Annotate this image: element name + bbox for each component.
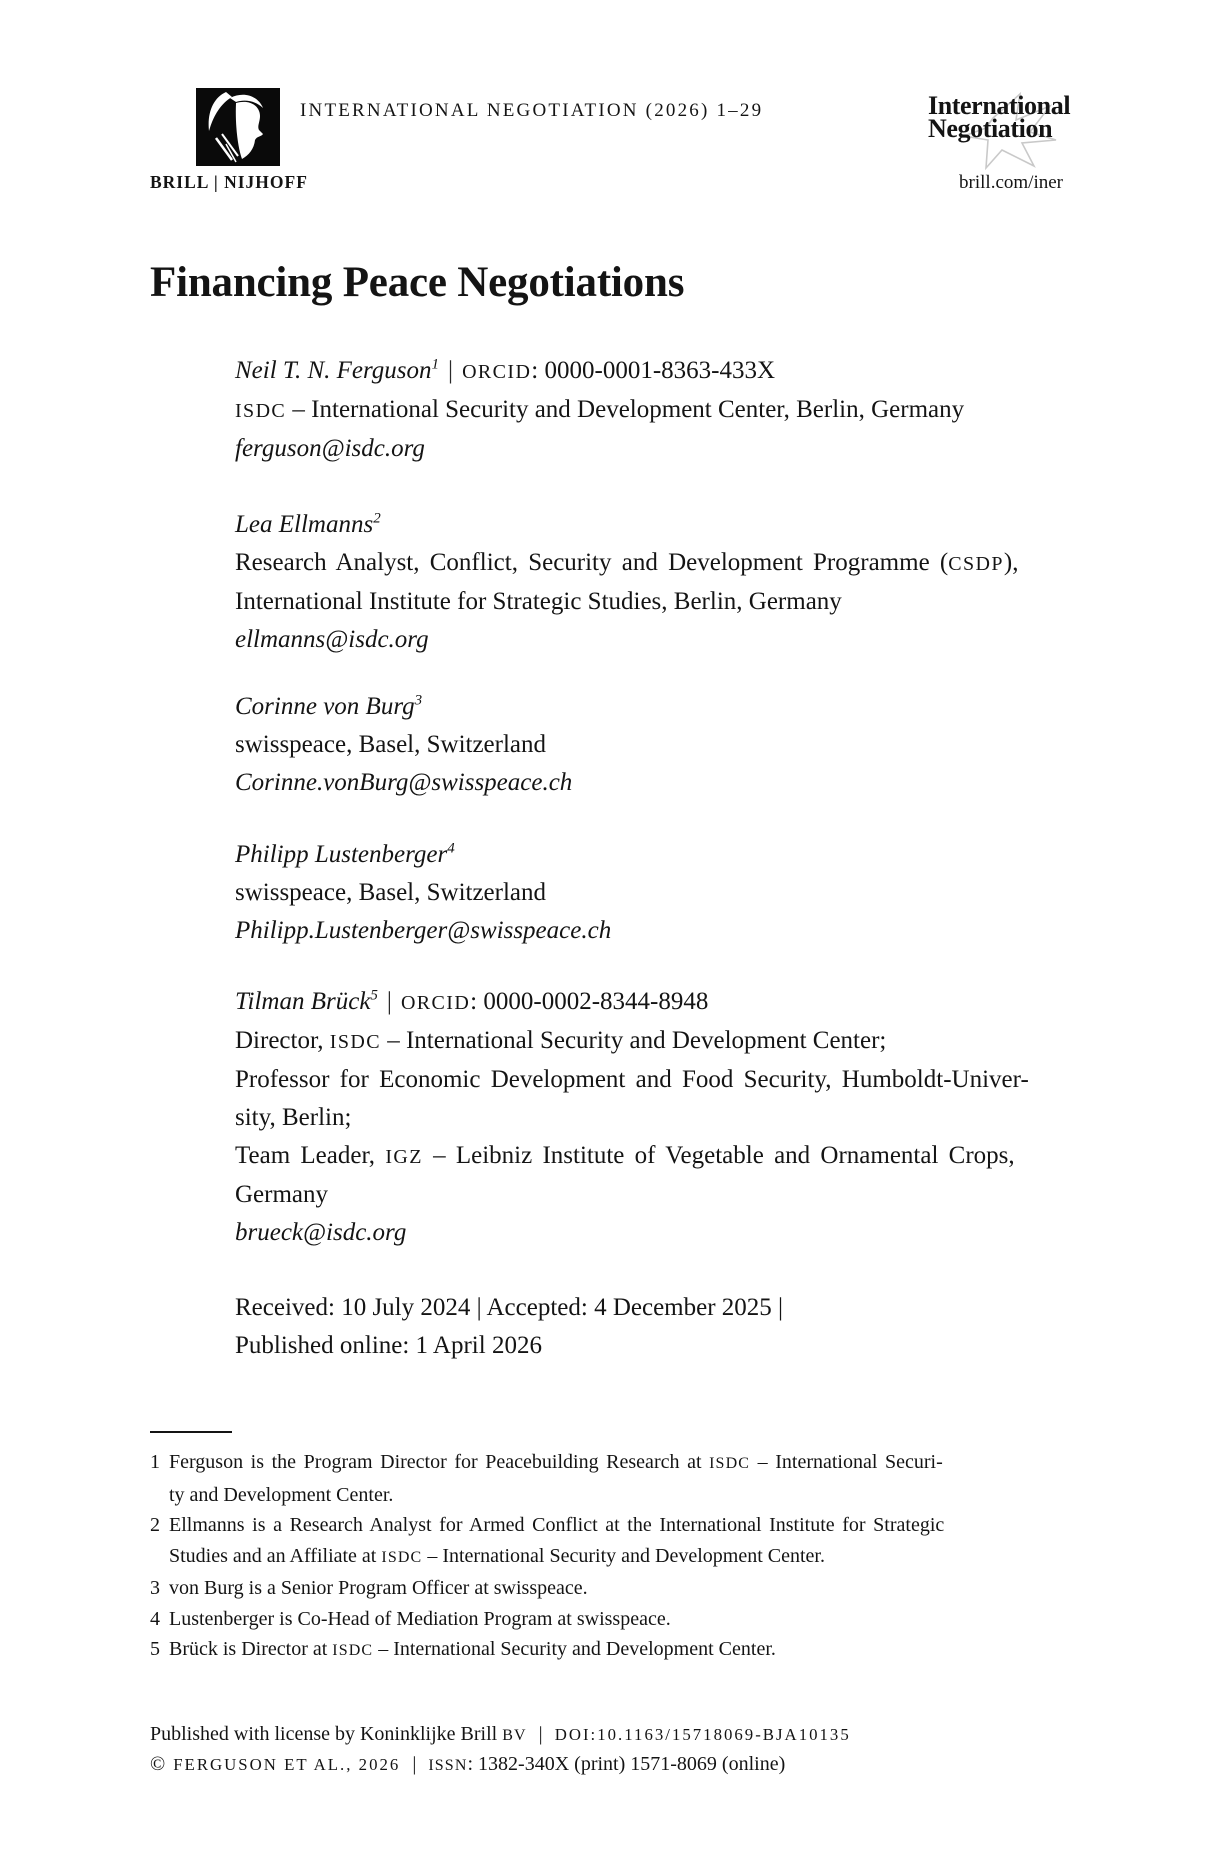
published-online-line: Published online: 1 April 2026 — [235, 1332, 542, 1359]
affiliation-line: International Institute for Strategic Studies, Berlin, Germany — [235, 588, 842, 615]
author-email-link[interactable]: brueck@isdc.org — [235, 1219, 407, 1246]
footnote — [150, 1573, 1068, 1604]
footnote — [150, 1510, 1068, 1573]
author-block — [235, 688, 1065, 802]
author-email-link[interactable]: Philipp.Lustenberger@swisspeace.ch — [235, 917, 612, 944]
journal-url-link[interactable]: brill.com/iner — [959, 172, 1063, 193]
author-name: Neil T. N. Ferguson — [235, 357, 432, 384]
imprint-section — [150, 1720, 851, 1780]
footnote — [150, 1604, 1068, 1635]
license-statement: Published with license by Koninklijke Brill BV — [150, 1723, 527, 1745]
affiliation-line: Professor for Economic Development and Food Security, Humboldt-Univer- — [235, 1066, 1029, 1093]
author-footnote-marker: 5 — [370, 987, 378, 1004]
author-block — [235, 836, 1065, 950]
orcid-separator: | — [386, 988, 392, 1015]
footnote-line: Lustenberger is Co-Head of Mediation Program at swisspeace. — [169, 1607, 671, 1630]
footnote-line: Ellmanns is a Research Analyst for Armed Conflict at the International Institute for Strategic — [169, 1514, 945, 1536]
received-accepted-line: Received: 10 July 2024 | Accepted: 4 December 2025 | — [235, 1294, 784, 1321]
journal-logo-line2: Negotiation — [928, 114, 1053, 143]
journal-logo-line1: International — [928, 91, 1071, 120]
footnote-number: 4 — [150, 1607, 160, 1630]
author-orcid: ORCID: 0000-0001-8363-433X — [462, 357, 776, 384]
author-name-line — [235, 983, 1065, 1022]
footnote-text — [169, 1573, 1068, 1604]
publisher-wordmark: BRILL | NIJHOFF — [150, 172, 308, 192]
journal-logo — [928, 91, 1071, 204]
license-doi-line — [150, 1720, 851, 1750]
affiliation-line: Director, ISDC – International Security and Development Center; — [235, 1027, 887, 1054]
author-email-link[interactable]: Corinne.vonBurg@swisspeace.ch — [235, 769, 573, 796]
author-block — [235, 506, 1065, 659]
article-title: Financing Peace Negotiations — [150, 259, 685, 306]
footnote-text — [169, 1510, 1068, 1573]
author-name-line — [235, 688, 1065, 726]
author-affiliations — [235, 1022, 1065, 1214]
author-affiliations — [235, 874, 1065, 912]
imprint-separator: | — [538, 1723, 543, 1745]
author-footnote-marker: 1 — [431, 356, 440, 373]
author-affiliations — [235, 544, 1065, 621]
affiliation-line: Germany — [235, 1181, 329, 1208]
imprint-separator: | — [412, 1753, 417, 1775]
author-name: Tilman Brück — [235, 988, 371, 1015]
affiliation-line: swisspeace, Basel, Switzerland — [235, 731, 547, 758]
copyright-issn-line — [150, 1750, 851, 1780]
copyright-symbol: © — [150, 1753, 166, 1775]
doi-link[interactable]: DOI:10.1163/15718069-BJA10135 — [554, 1725, 851, 1744]
footnote-text — [169, 1604, 1068, 1635]
affiliation-line: swisspeace, Basel, Switzerland — [235, 879, 547, 906]
footnote — [150, 1634, 1068, 1667]
footnote-number: 1 — [150, 1451, 160, 1473]
author-footnote-marker: 3 — [414, 692, 423, 709]
footnote-divider — [150, 1431, 232, 1433]
brill-minerva-logo — [196, 88, 280, 166]
affiliation-line: ISDC – International Security and Development Center, Berlin, Germany — [235, 396, 965, 423]
journal-running-head: INTERNATIONAL NEGOTIATION (2026) 1–29 — [300, 100, 764, 121]
affiliation-line: Team Leader, IGZ – Leibniz Institute of Vegetable and Ornamental Crops, — [235, 1142, 1015, 1169]
footnote-text — [169, 1447, 1068, 1510]
footnote-number: 5 — [150, 1638, 160, 1660]
orcid-separator: | — [448, 357, 454, 384]
author-name: Philipp Lustenberger — [235, 841, 448, 868]
author-email-link[interactable]: ellmanns@isdc.org — [235, 626, 429, 653]
author-name-line — [235, 836, 1065, 874]
author-affiliations — [235, 391, 1065, 430]
author-block — [235, 983, 1065, 1252]
footnote-number: 2 — [150, 1514, 160, 1536]
author-orcid: ORCID: 0000-0002-8344-8948 — [400, 988, 709, 1015]
footnote-text — [169, 1634, 1068, 1667]
author-name-line — [235, 352, 1065, 391]
copyright-statement: FERGUSON ET AL., 2026 — [173, 1755, 401, 1774]
issn-statement: ISSN: 1382-340X (print) 1571-8069 (online) — [428, 1753, 786, 1775]
affiliation-line: sity, Berlin; — [235, 1104, 352, 1131]
minerva-head-icon — [196, 88, 280, 166]
footnote-line: Brück is Director at ISDC – International Security and Development Center. — [169, 1638, 776, 1660]
footnote-line: von Burg is a Senior Program Officer at swisspeace. — [169, 1577, 588, 1599]
footnote-line: ty and Development Center. — [169, 1483, 394, 1506]
author-footnote-marker: 4 — [447, 840, 455, 857]
author-block — [235, 352, 1065, 468]
article-history — [235, 1289, 783, 1365]
author-affiliations — [235, 726, 1065, 764]
footnotes-section — [150, 1447, 1068, 1667]
author-name: Lea Ellmanns — [235, 511, 374, 538]
footnote-line: Studies and an Affiliate at ISDC – International Security and Development Center. — [169, 1544, 825, 1567]
affiliation-line: Research Analyst, Conflict, Security and Development Programme (CSDP), — [235, 549, 1019, 576]
author-footnote-marker: 2 — [373, 510, 381, 527]
footnote-number: 3 — [150, 1577, 160, 1599]
author-email-link[interactable]: ferguson@isdc.org — [235, 435, 425, 462]
footnote-line: Ferguson is the Program Director for Peacebuilding Research at ISDC – International Securi- — [169, 1451, 943, 1473]
footnote — [150, 1447, 1068, 1510]
author-name: Corinne von Burg — [235, 693, 415, 720]
author-name-line — [235, 506, 1065, 544]
